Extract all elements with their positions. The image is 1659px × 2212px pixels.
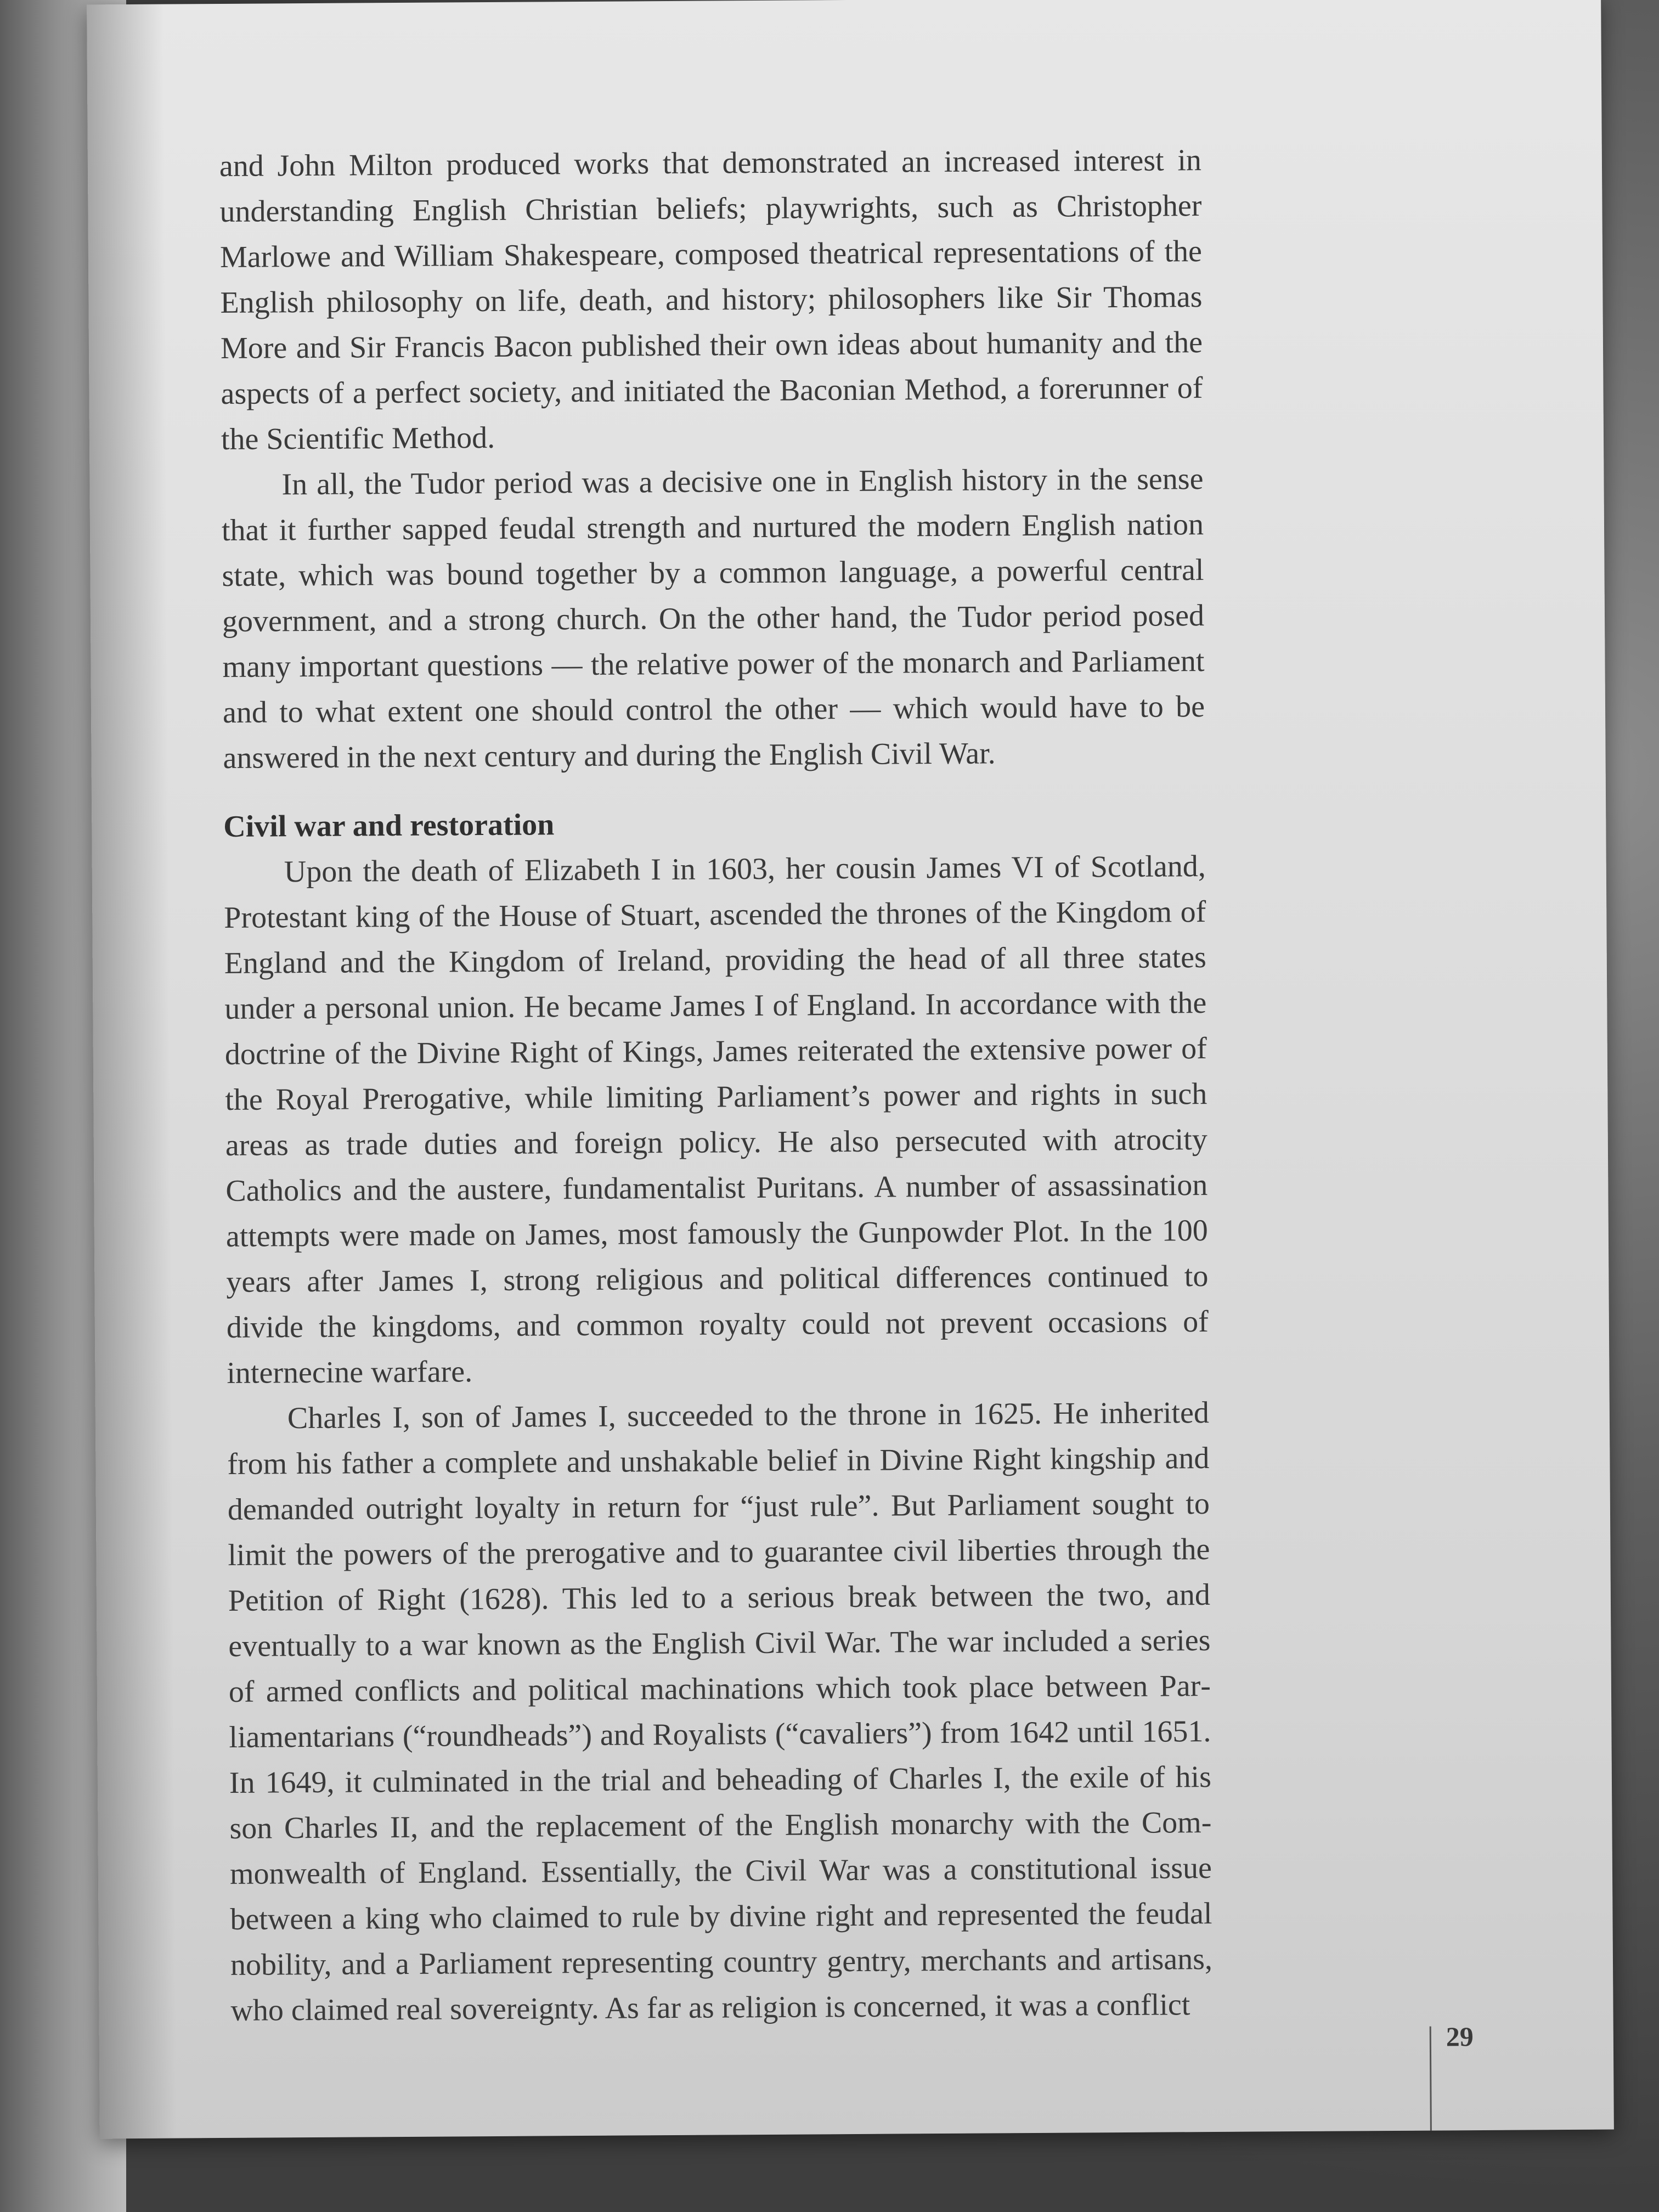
paragraph-charles-i: Charles I, son of James I, succeeded to the throne in 1625. He inherited from his father a complete and unshakable belief in Divine Right kingship and demanded outright loyalty in return for “just rule”. But Parliament sought to limit the powers of the prerogative and to guarantee civil liberties through the Petition of Right (1628). This led to a serious break between the two, and eventually to a war known as the English Civil War. The war included a series of armed conflicts and political machinations which took place between Parliamentarians (“roundheads”) and Royalists (“cavaliers”) from 1642 until 1651. In 1649, it culminated in the trial and beheading of Charles I, the exile of his son Charles II, and the replacement of the English monarchy with the Commonwealth of England. Essentially, the Civil War was a constitutional issue between a king who claimed to rule by divine right and represented the feudal nobility, and a Parliament representing country gentry, merchants and artisans, who claimed real sovereignty. As far as religion is concerned, it was a conflict	[227, 1396, 1213, 2028]
page-number: 29	[1446, 2021, 1474, 2052]
folio-rule	[1430, 2027, 1432, 2131]
section-heading: Civil war and restoration	[223, 808, 555, 844]
gutter-shadow	[87, 4, 177, 2139]
paragraph-james-i: Upon the death of Elizabeth I in 1603, her cousin James VI of Scotland, Protestant king of the House of Stuart, ascended the thrones of the Kingdom of England and the Kingdom of Ireland, providing the head of all three states under a personal union. He became James I of England. In accordance with the doctrine of the Divine Right of Kings, James reiterated the extensive power of the Royal Prerogative, while limiting Parliament’s power and rights in such areas as trade duties and foreign policy. He also persecuted with atrocity Catholics and the austere, fundamentalist Puritans. A number of assassination attempts were made on James, most famously the Gunpowder Plot. In the 100 years after James I, strong religious and political differences continued to divide the kingdoms, and common royalty could not prevent occasions of internecine warfare.	[224, 849, 1209, 1390]
paragraph-tudor-summary: In all, the Tudor period was a decisive one in English history in the sense that it further sapped feudal strength and nurtured the modern English nation state, which was bound together by a common language, a powerful central government, and a strong church. On the other hand, the Tudor period posed many important questions — the relative power of the monarch and Parliament and to what extent one should control the other — which would have to be answered in the next century and during the English Civil War.	[221, 462, 1205, 775]
page-text-block	[219, 138, 1213, 2034]
book-page	[87, 0, 1614, 2138]
paragraph-continued: and John Milton produced works that demonstrated an increased interest in understanding English Christian beliefs; playwrights, such as Christopher Marlowe and William Shakespeare, composed theatrical representations of the English philosophy on life, death, and history; philosophers like Sir Thomas More and Sir Francis Bacon published their own ideas about humanity and the aspects of a perfect society, and initiated the Baconian Method, a forerunner of the Scientific Method.	[219, 143, 1203, 456]
